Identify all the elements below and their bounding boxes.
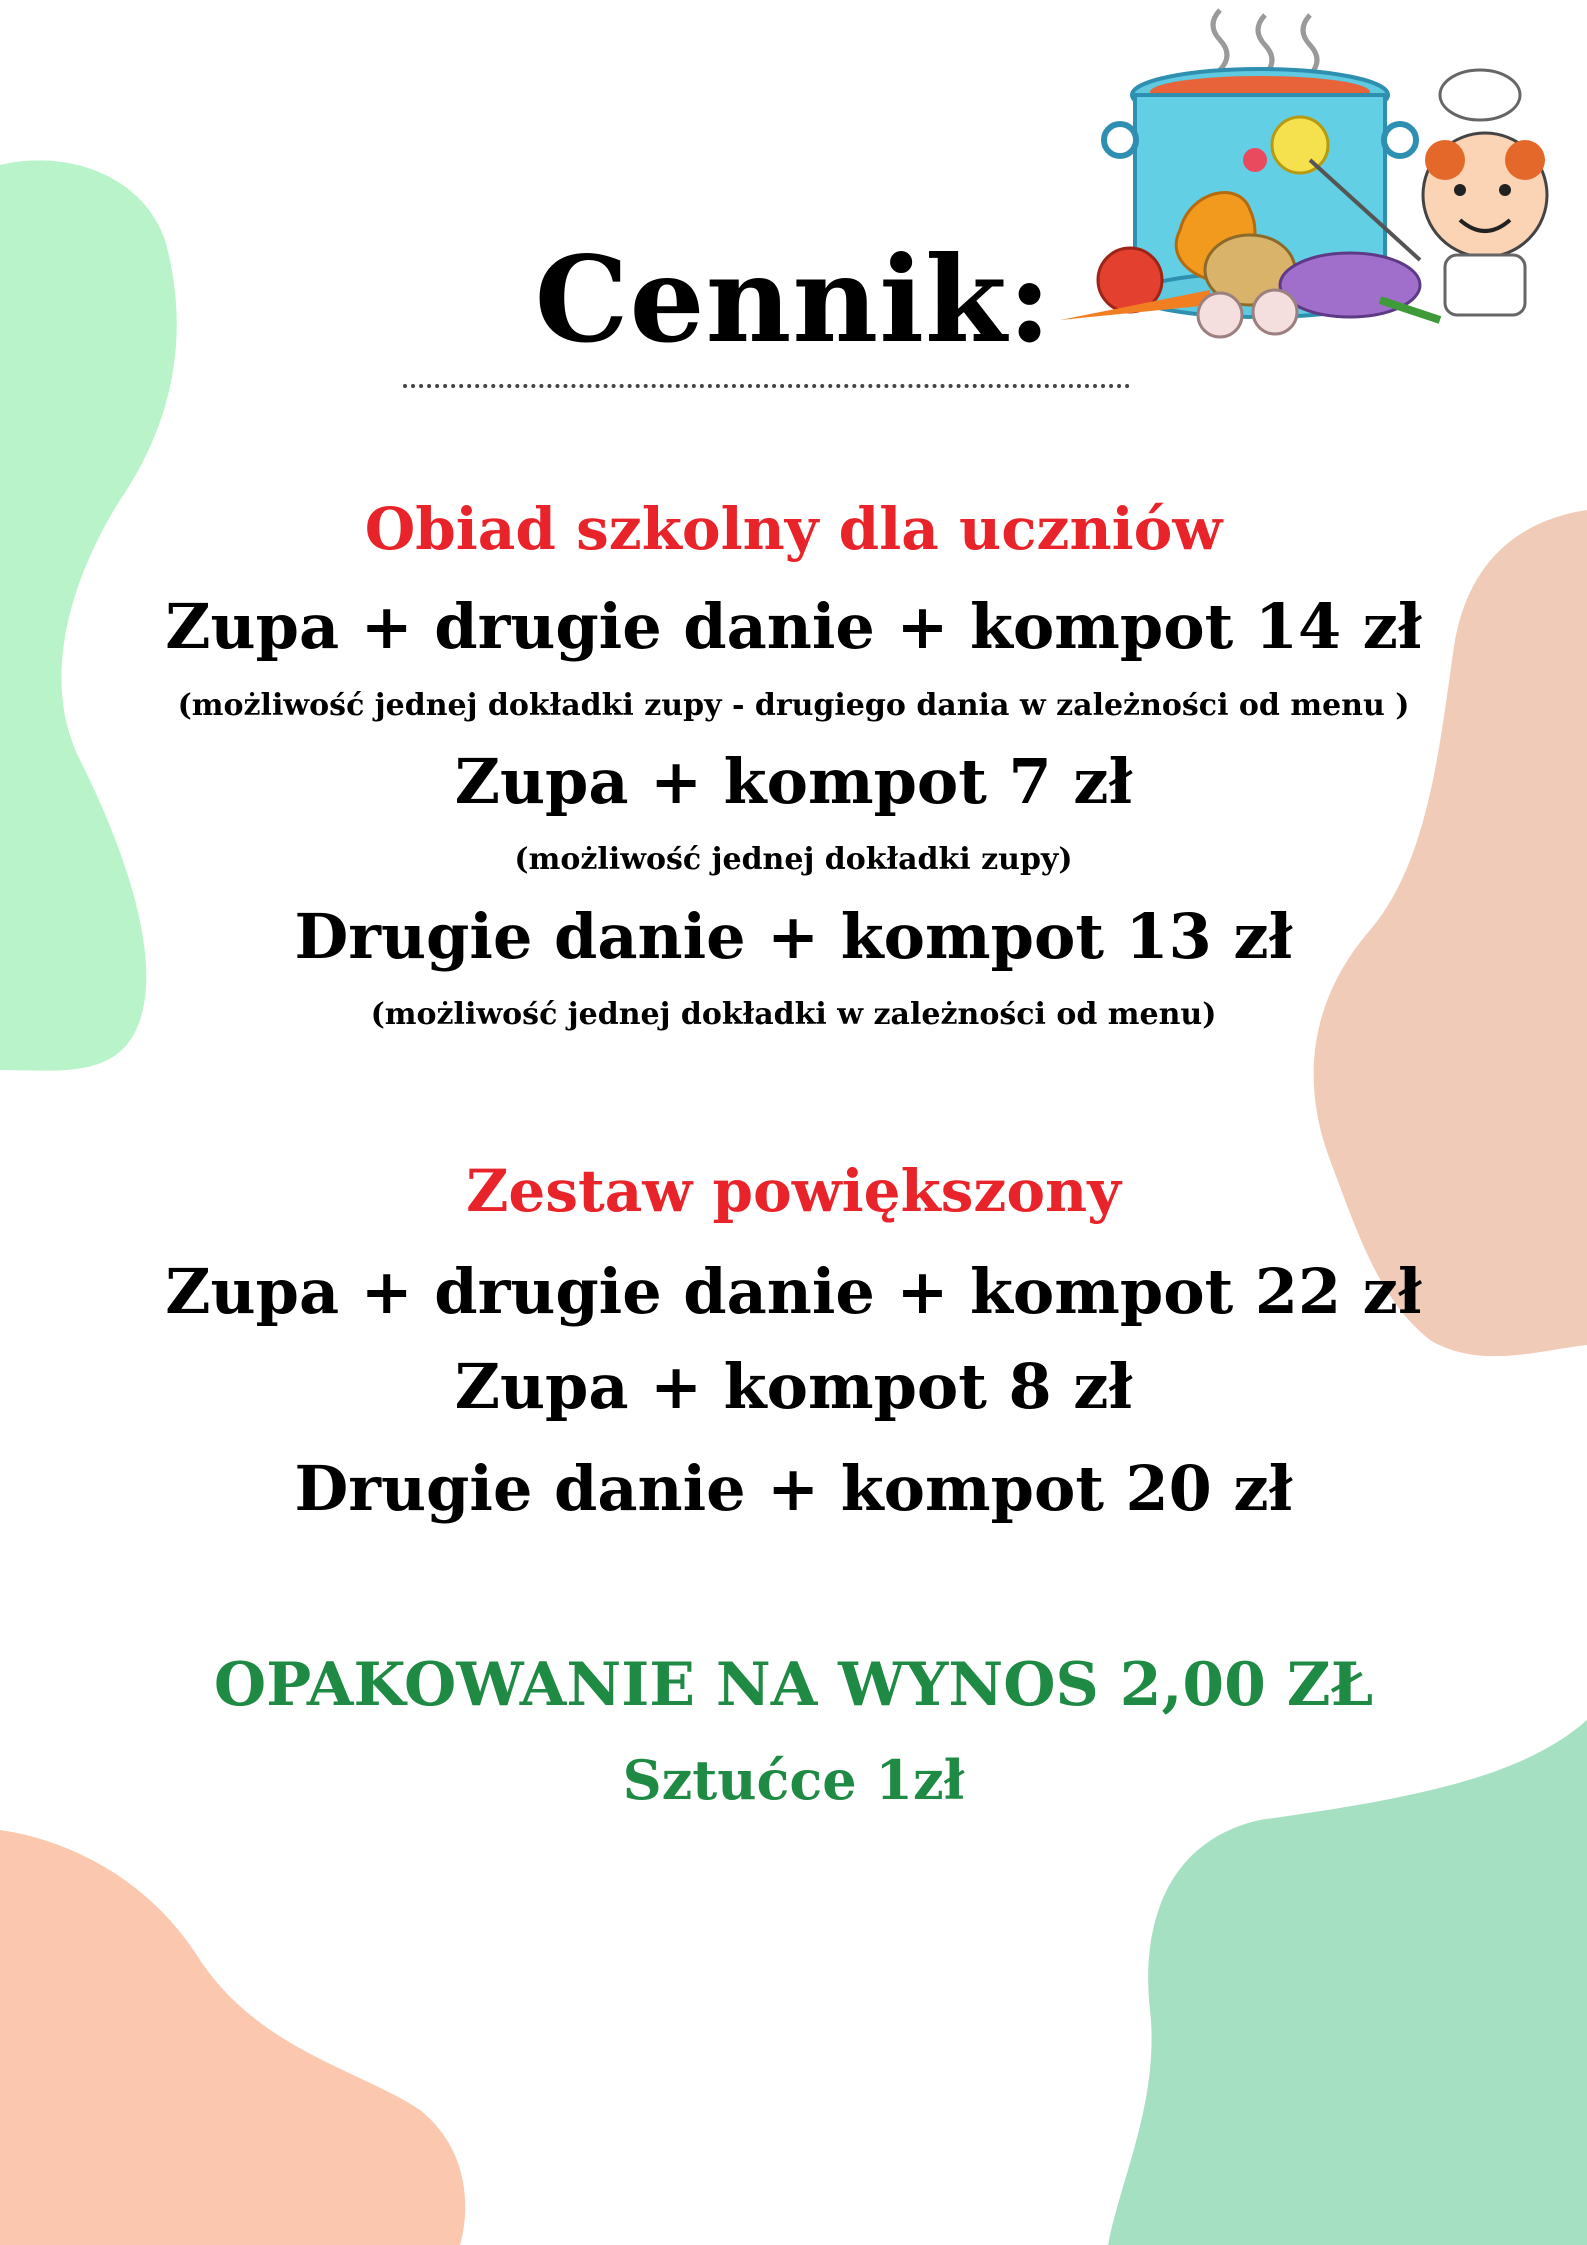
price-item: Zupa + kompot 8 zł <box>454 1350 1133 1423</box>
salmon-blob-bottom-left <box>0 1830 465 2245</box>
title-divider <box>403 384 1130 388</box>
price-item: Zupa + drugie danie + kompot 14 zł <box>165 590 1422 663</box>
price-item: Zupa + kompot 7 zł <box>454 745 1133 818</box>
steam-icon <box>1213 10 1317 75</box>
price-item: Drugie danie + kompot 20 zł <box>294 1452 1293 1525</box>
price-note: (możliwość jednej dokładki zupy) <box>514 842 1073 877</box>
price-item: Drugie danie + kompot 13 zł <box>294 900 1293 973</box>
packaging-fee: OPAKOWANIE NA WYNOS 2,00 ZŁ <box>213 1650 1374 1720</box>
price-note: (możliwość jednej dokładki zupy - drugiego dania w zależności od menu ) <box>177 688 1410 723</box>
price-item: Zupa + drugie danie + kompot 22 zł <box>165 1255 1422 1328</box>
cutlery-fee: Sztućce 1zł <box>622 1748 965 1812</box>
section-heading-school-lunch: Obiad szkolny dla uczniów <box>364 495 1223 563</box>
page-title: Cennik: <box>534 230 1053 369</box>
price-note: (możliwość jednej dokładki w zależności od menu) <box>370 997 1217 1032</box>
section-heading-large-set: Zestaw powiększony <box>466 1157 1121 1225</box>
